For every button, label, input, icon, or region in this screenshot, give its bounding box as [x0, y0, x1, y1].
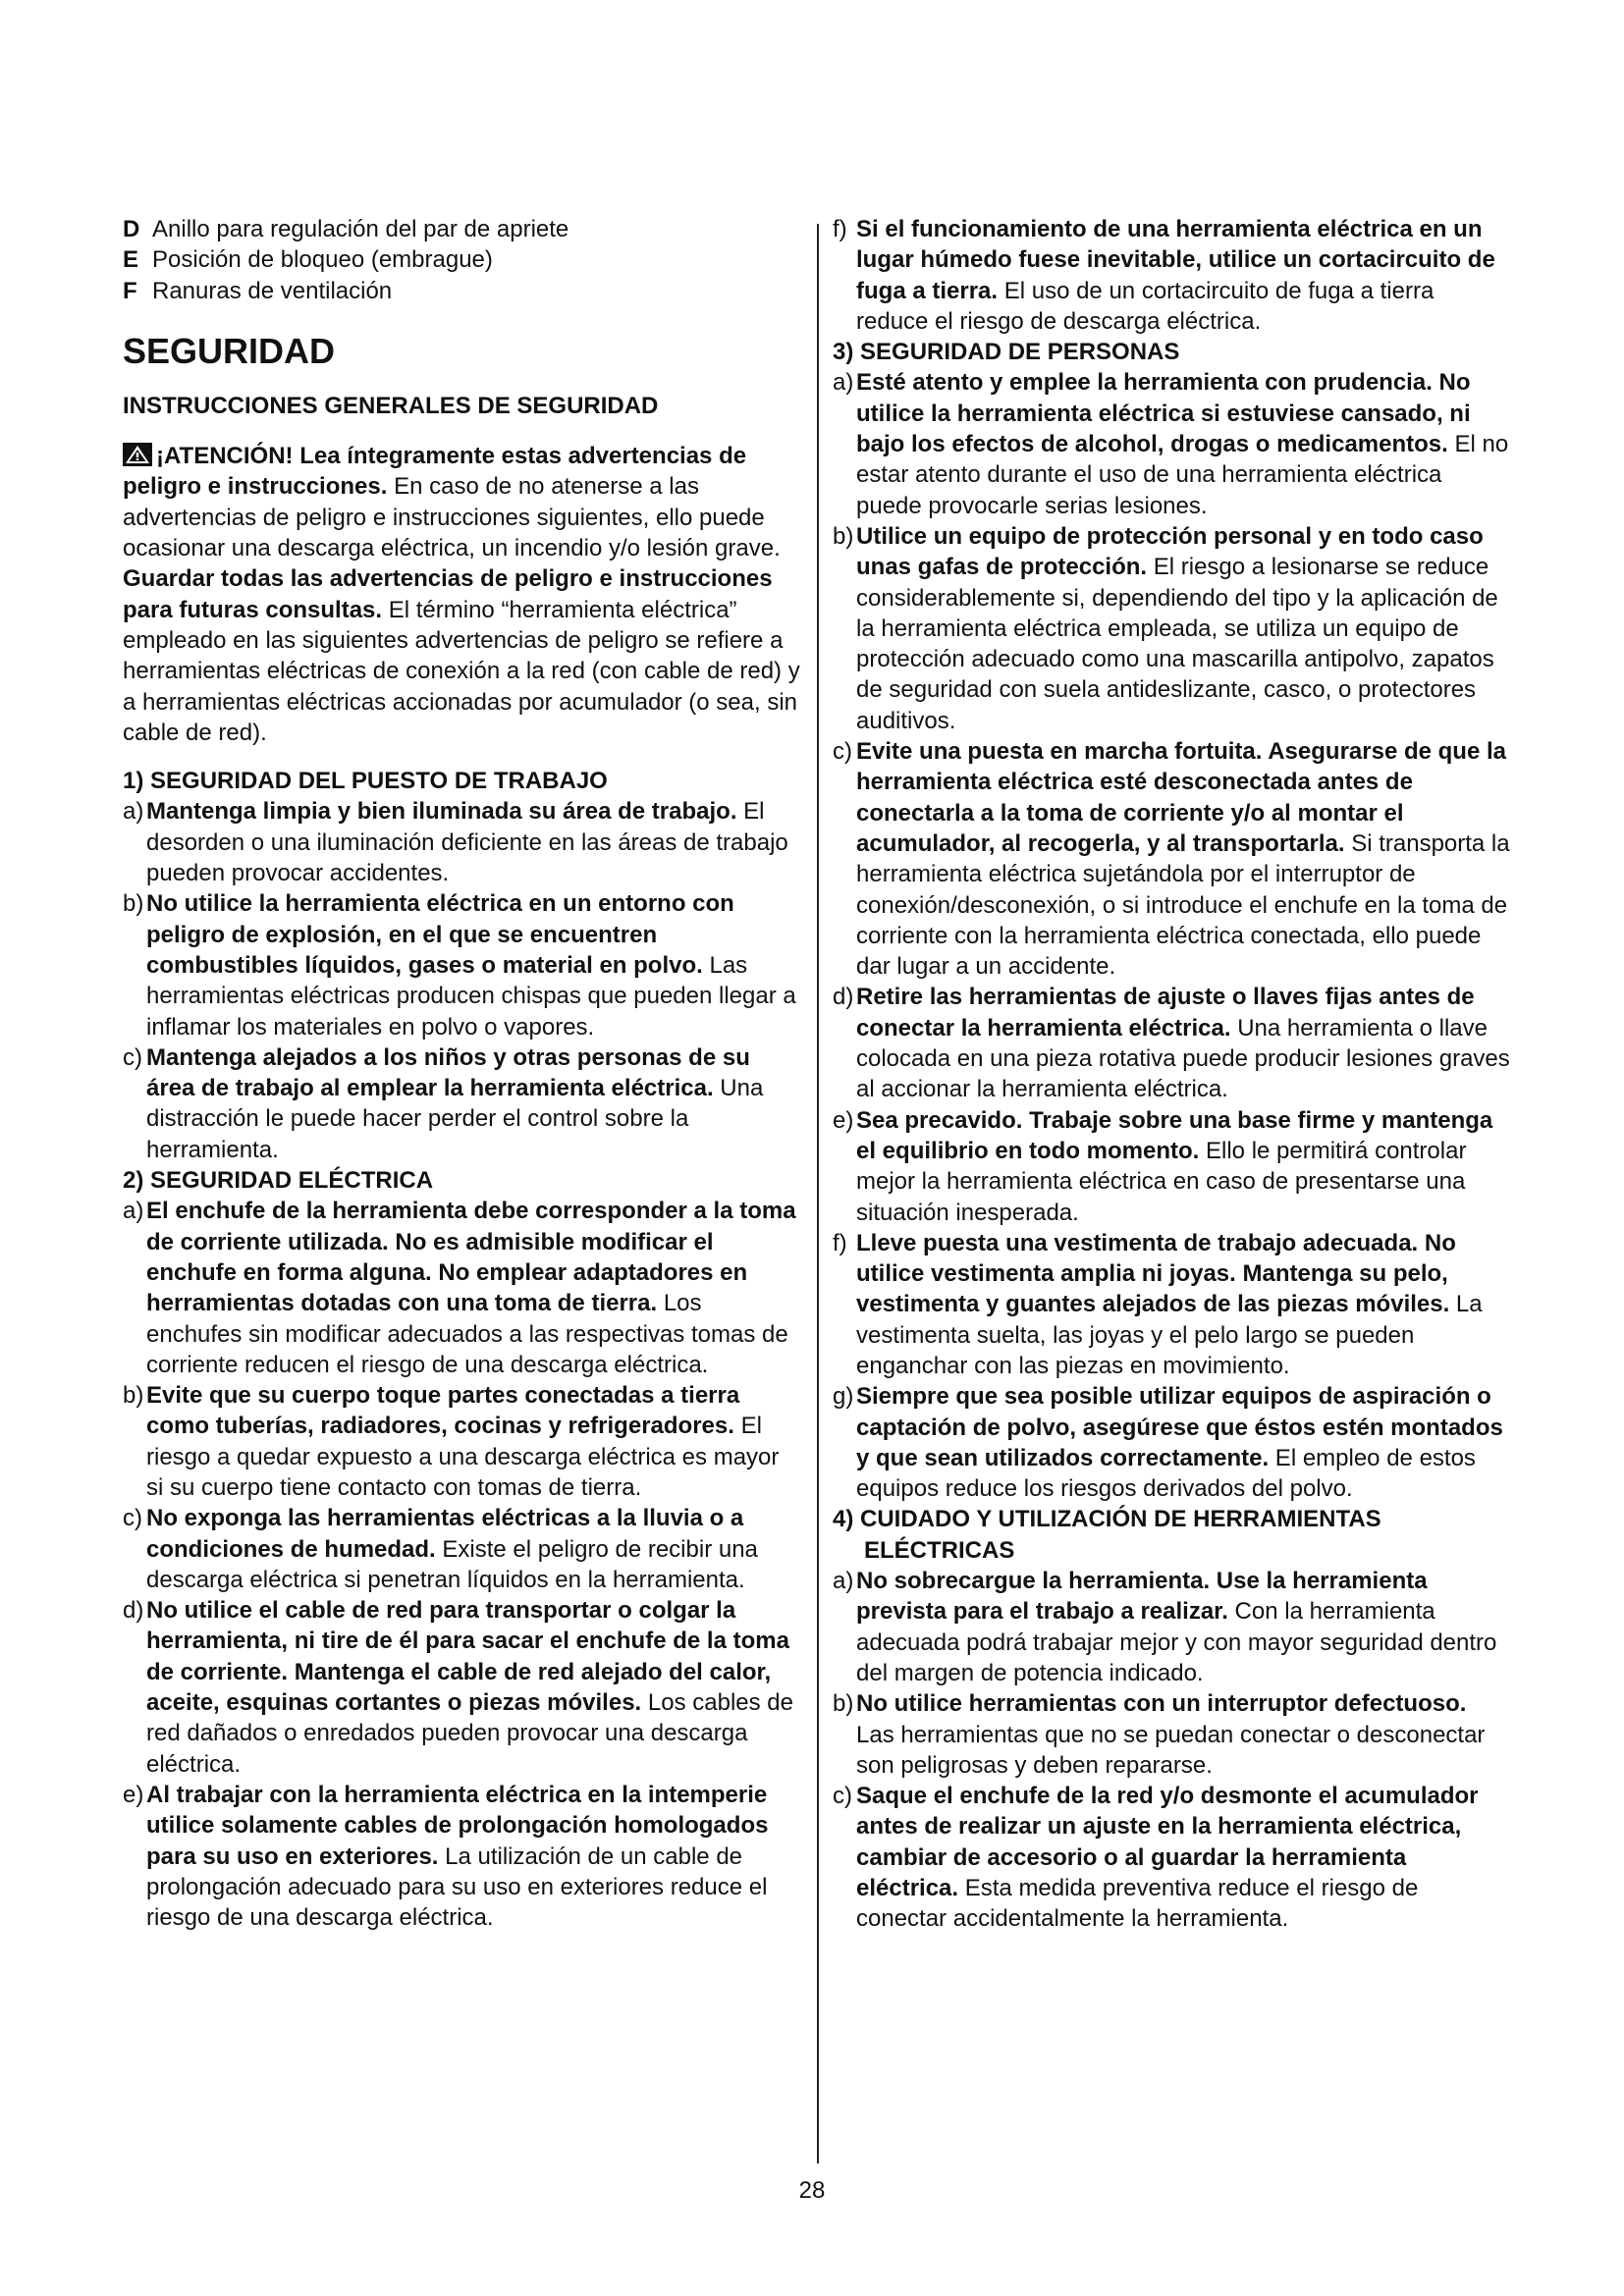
item-text: El desorden o una iluminación deficiente en las áreas de trabajo pueden provocar accidentes. [146, 798, 788, 887]
item-text: El empleo de estos equipos reduce los riesgos derivados del polvo. [856, 1444, 1476, 1503]
legend-text: Anillo para regulación del par de apriete [152, 216, 569, 242]
item-bold: No sobrecargue la herramienta. Use la herramienta prevista para el trabajo a realizar. [856, 1568, 1428, 1626]
item-bold: Al trabajar con la herramienta eléctrica en la intemperie utilice solamente cables de prolongación homologados para su uso en exteriores. [146, 1781, 769, 1870]
group-4 [833, 1504, 1510, 1934]
item-letter: b) [833, 1690, 854, 1718]
item-bold: El enchufe de la herramienta debe corresponder a la toma de corriente utilizada. No es admisible modificar el enchufe en forma alguna. No emplear adaptadores en herramientas dotadas con una toma de tierra. [146, 1198, 796, 1317]
list-item [833, 1781, 1510, 1934]
item-letter: f) [833, 216, 847, 242]
group-2 [123, 1165, 800, 1933]
item-bold: Lleve puesta una vestimenta de trabajo adecuada. No utilice vestimenta amplia ni joyas. Mantenga su pelo, vestimenta y guantes alejados de las piezas móviles. [856, 1229, 1456, 1318]
item-letter: b) [123, 1382, 144, 1410]
warning-paragraph [123, 441, 800, 748]
item-letter: c) [833, 738, 852, 766]
item-bold: No exponga las herramientas eléctricas a la lluvia o a condiciones de humedad. [146, 1505, 744, 1563]
list-item [833, 1105, 1510, 1228]
item-bold: Sea precavido. Trabaje sobre una base firme y mantenga el equilibrio en todo momento. [856, 1106, 1493, 1164]
warning-text-1: En caso de no atenerse a las advertencias de peligro e instrucciones siguientes, ello puede ocasionar una descarga eléctrica, un incendio y/o lesión grave. [123, 473, 781, 562]
item-text: Si transporta la herramienta eléctrica sujetándola por el interruptor de conexión/desconexión, o si introduce el enchufe en la toma de corriente con la herramienta eléctrica conectada, ello puede dar lugar a un accidente. [856, 829, 1510, 981]
item-text: Una herramienta o llave colocada en una pieza rotativa puede producir lesiones graves al accionar la herramienta eléctrica. [856, 1014, 1510, 1103]
item-letter: a) [123, 798, 144, 826]
item-text: La vestimenta suelta, las joyas y el pelo largo se pueden enganchar con las piezas en movimiento. [856, 1291, 1483, 1379]
item-bold: Utilice un equipo de protección personal y en todo caso unas gafas de protección. [856, 522, 1484, 581]
list-item [123, 1042, 800, 1165]
group-3 [833, 337, 1510, 1504]
group-title: 2) SEGURIDAD ELÉCTRICA [123, 1167, 434, 1195]
item-letter: d) [833, 984, 854, 1011]
item-text: Ello le permitirá controlar mejor la herramienta eléctrica en caso de presentarse una situación inesperada. [856, 1137, 1467, 1226]
left-column [123, 214, 800, 1933]
legend-item [123, 244, 800, 275]
warning-text-2: El término “herramienta eléctrica” empleado en las siguientes advertencias de peligro se refiere a herramientas eléctricas de conexión a la red (con cable de red) y a herramientas eléctricas accionadas por acumulador (o sea, sin cable de red). [123, 596, 800, 746]
item-letter: f) [833, 1229, 847, 1256]
item-text: El no estar atento durante el uso de una herramienta eléctrica puede provocarle serias lesiones. [856, 431, 1509, 519]
warning-bold-1: ¡ATENCIÓN! Lea íntegramente estas advertencias de peligro e instrucciones. [123, 443, 747, 501]
column-divider [817, 224, 819, 2163]
legend-item [123, 214, 800, 244]
item-bold: Siempre que sea posible utilizar equipos de aspiración o captación de polvo, asegúrese que éstos estén montados y que sean utilizados correctamente. [856, 1383, 1503, 1471]
item-text: El riesgo a lesionarse se reduce considerablemente si, dependiendo del tipo y la aplicación de la herramienta eléctrica empleada, se utiliza un equipo de protección adecuado como una mascarilla antipolvo, zapatos de seguridad con suela antideslizante, casco, o protectores auditivos. [856, 554, 1498, 734]
item-letter: c) [123, 1043, 142, 1071]
item-letter: e) [833, 1106, 854, 1134]
item-letter: c) [833, 1783, 852, 1810]
item-text: Las herramientas eléctricas producen chispas que pueden llegar a inflamar los materiales en polvo o vapores. [146, 951, 796, 1041]
list-item [833, 1566, 1510, 1688]
list-item [833, 982, 1510, 1104]
item-bold: Evite que su cuerpo toque partes conectadas a tierra como tuberías, radiadores, cocinas y refrigeradores. [146, 1382, 740, 1440]
item-letter: e) [123, 1781, 144, 1808]
item-text: Las herramientas que no se puedan conectar o desconectar son peligrosas y deben repararse. [856, 1721, 1486, 1779]
item-text: Con la herramienta adecuada podrá trabajar mejor y con mayor seguridad dentro del margen de potencia indicado. [856, 1598, 1497, 1686]
list-item [833, 736, 1510, 982]
list-item [123, 1780, 800, 1933]
list-item [123, 796, 800, 888]
list-item [833, 367, 1510, 520]
group-title: 3) SEGURIDAD DE PERSONAS [833, 339, 1180, 366]
list-item [123, 1380, 800, 1503]
item-letter: d) [123, 1597, 144, 1625]
item-bold: Saque el enchufe de la red y/o desmonte el acumulador antes de realizar un ajuste en la herramienta eléctrica, cambiar de accesorio o al guardar la herramienta eléctrica. [856, 1783, 1479, 1902]
list-item [833, 1381, 1510, 1504]
warning-bold-2: Guardar todas las advertencias de peligro e instrucciones para futuras consultas. [123, 565, 773, 623]
item-text: El riesgo a quedar expuesto a una descarga eléctrica es mayor si su cuerpo tiene contacto con tomas de tierra. [146, 1413, 780, 1501]
item-text: Existe el peligro de recibir una descarga eléctrica si penetran líquidos en la herramienta. [146, 1535, 758, 1593]
group-1 [123, 766, 800, 1165]
legend-key: F [123, 277, 137, 304]
group-title: 4) CUIDADO Y UTILIZACIÓN DE HERRAMIENTAS ELÉCTRICAS [833, 1506, 1381, 1564]
item-letter: g) [833, 1383, 854, 1411]
item-text: Esta medida preventiva reduce el riesgo de conectar accidentalmente la herramienta. [856, 1875, 1419, 1933]
legend-item [123, 276, 800, 306]
item-bold: Esté atento y emplee la herramienta con prudencia. No utilice la herramienta eléctrica si estuviese cansado, ni bajo los efectos de alcohol, drogas o medicamentos. [856, 369, 1471, 458]
legend-text: Ranuras de ventilación [152, 277, 393, 304]
item-text: Los cables de red dañados o enredados pueden provocar una descarga eléctrica. [146, 1689, 793, 1778]
item-bold: Mantenga alejados a los niños y otras personas de su área de trabajo al emplear la herramienta eléctrica. [146, 1043, 750, 1102]
legend [123, 214, 800, 306]
page-number: 28 [798, 2177, 826, 2204]
item-letter: a) [833, 369, 854, 397]
item-text: El uso de un cortacircuito de fuga a tierra reduce el riesgo de descarga eléctrica. [856, 277, 1435, 335]
item-letter: a) [123, 1198, 144, 1225]
legend-key: E [123, 246, 139, 274]
item-bold: Si el funcionamiento de una herramienta eléctrica en un lugar húmedo fuese inevitable, utilice un cortacircuito de fuga a tierra. [856, 216, 1495, 304]
item-bold: Evite una puesta en marcha fortuita. Asegurarse de que la herramienta eléctrica esté desconectada antes de conectarla a la toma de corriente y/o al montar el acumulador, al recogerla, y al transportarla. [856, 738, 1506, 857]
subsection-title: INSTRUCCIONES GENERALES DE SEGURIDAD [123, 392, 659, 419]
list-item [833, 1688, 1510, 1781]
item-bold: No utilice la herramienta eléctrica en un entorno con peligro de explosión, en el que se encuentren combustibles líquidos, gases o material en polvo. [146, 890, 734, 979]
list-item [123, 1196, 800, 1380]
list-item [833, 521, 1510, 736]
item-text: Los enchufes sin modificar adecuados a las respectivas tomas de corriente reducen el riesgo de una descarga eléctrica. [146, 1290, 788, 1378]
legend-key: D [123, 216, 140, 242]
group-title: 1) SEGURIDAD DEL PUESTO DE TRABAJO [123, 768, 608, 795]
item-letter: a) [833, 1568, 854, 1595]
item-text: La utilización de un cable de prolongación adecuado para su uso en exteriores reduce el riesgo de una descarga eléctrica. [146, 1842, 768, 1932]
item-bold: No utilice herramientas con un interruptor defectuoso. [856, 1690, 1467, 1718]
item-text: Una distracción le puede hacer perder el control sobre la herramienta. [146, 1075, 764, 1163]
item-bold: Mantenga limpia y bien iluminada su área de trabajo. [146, 798, 737, 826]
list-item [123, 1595, 800, 1780]
section-title: SEGURIDAD [123, 330, 336, 371]
list-item [123, 888, 800, 1041]
item-bold: No utilice el cable de red para transportar o colgar la herramienta, ni tire de él para sacar el enchufe de la toma de corriente. Mantenga el cable de red alejado del calor, aceite, esquinas cortantes o piezas móviles. [146, 1597, 789, 1717]
item-bold: Retire las herramientas de ajuste o llaves fijas antes de conectar la herramienta eléctrica. [856, 984, 1475, 1041]
item-letter: b) [123, 890, 144, 918]
item-letter: b) [833, 522, 854, 550]
group-2-continued [833, 214, 1510, 337]
legend-text: Posición de bloqueo (embrague) [152, 246, 493, 274]
list-item [833, 214, 1510, 337]
list-item [833, 1228, 1510, 1381]
item-letter: c) [123, 1505, 142, 1532]
warning-triangle-icon [123, 443, 152, 466]
right-column [833, 214, 1510, 1935]
list-item [123, 1503, 800, 1595]
